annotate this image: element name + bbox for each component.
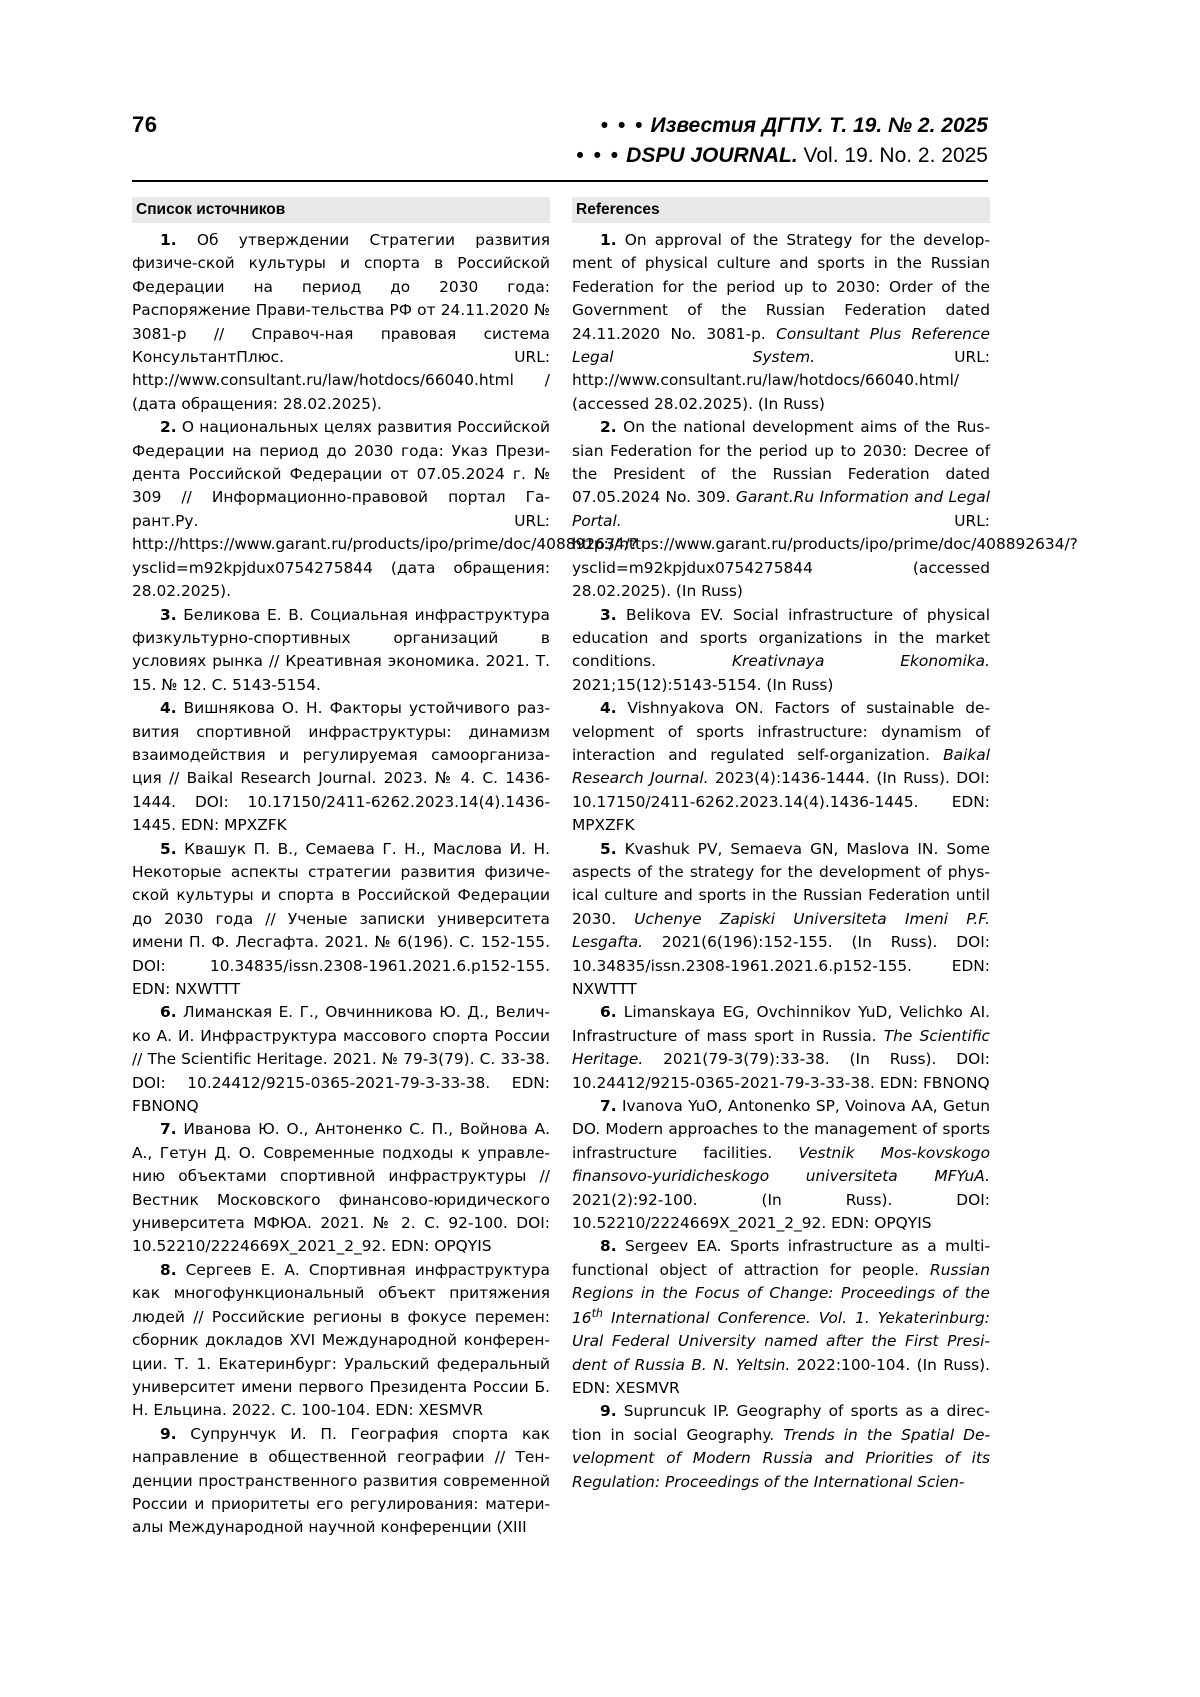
reference-item: 1. On approval of the Strategy for the develop-ment of physical culture and sports in the Russian Federation for the period up to 2030: Order of the Government of the Russian Federation dated 24.11.2020 No. 3081-p. Consultant Plus Reference Legal System. URL: http://www.consultant.ru/law/hotdocs/66040.html/ (accessed 28.02.2025). (In Russ) [572, 231, 990, 413]
reference-item: 2. On the national development aims of the Rus-sian Federation for the period up to 2030: Decree of the President of the Russian Federation dated 07.05.2024 No. 309. Garant.Ru Information and Legal Portal. URL: http://https://www.garant.ru/products/ipo/prime/doc/408892634/?ysclid=m92kpjdux0754275844 (accessed 28.02.2025). (In Russ) [572, 418, 1078, 601]
page-header [132, 112, 988, 168]
reference-item: 7. Иванова Ю. О., Антоненко С. П., Войнова А. А., Гетун Д. О. Современные подходы к управле-нию объектами спортивной инфраструктуры // Вестник Московского финансово-юридического университета МФЮА. 2021. № 2. С. 92-100. DOI: 10.52210/2224669X_2021_2_92. EDN: OPQYIS [132, 1120, 550, 1256]
right-column [572, 197, 1078, 1540]
left-column-heading: Список источников [132, 197, 550, 223]
reference-item: 2. О национальных целях развития Российской Федерации на период до 2030 года: Указ Прези-дента Российской Федерации от 07.05.2024 г. № 309 // Информационно-правовой портал Га-рант.Ру. URL: http://https://www.garant.ru/products/ipo/prime/doc/408892634/?ysclid=m92kpjdux0754275844 (дата обращения: 28.02.2025). [132, 418, 638, 601]
dots-ornament-en: • • • [576, 144, 621, 167]
reference-item: 3. Belikova EV. Social infrastructure of physical education and sports organizations in the market conditions. Kreativnaya Ekonomika. 2021;15(12):5143-5154. (In Russ) [572, 605, 990, 694]
reference-item: 9. Супрунчук И. П. География спорта как направление в общественной географии // Тен-денции пространственного развития современной России и приоритеты его регулирования: матери-алы Международной научной конференции (XIII [132, 1424, 550, 1537]
references-columns [132, 197, 1078, 1540]
reference-item: 4. Вишнякова О. Н. Факторы устойчивого раз-вития спортивной инфраструктуры: динамизм взаимодействия и регулируемая самоорганиза-ция // Baikal Research Journal. 2023. № 4. С. 1436-1444. DOI: 10.17150/2411-6262.2023.14(4).1436-1445. EDN: MPXZFK [132, 699, 550, 835]
reference-item: 5. Квашук П. В., Семаева Г. Н., Маслова И. Н. Некоторые аспекты стратегии развития физиче-ской культуры и спорта в Российской Федерации до 2030 года // Ученые записки университета имени П. Ф. Лесгафта. 2021. № 6(196). С. 152-155. DOI: 10.34835/issn.2308-1961.2021.6.p152-155. EDN: NXWTTT [132, 839, 550, 998]
dots-ornament-ru: • • • [600, 114, 645, 137]
reference-item: 9. Supruncuk IP. Geography of sports as a direc-tion in social Geography. Trends in the Spatial De-velopment of Modern Russia and Priorities of its Regulation: Proceedings of the International Scien- [572, 1402, 990, 1491]
reference-item: 8. Сергеев Е. А. Спортивная инфраструктура как многофункциональный объект притяжения людей // Российские регионы в фокусе перемен: сборник докладов XVI Международной конферен-ции. Т. 1. Екатеринбург: Уральский федеральный университет имени первого Президента России Б. Н. Ельцина. 2022. С. 100-104. EDN: XESMVR [132, 1260, 550, 1420]
reference-item: 6. Лиманская Е. Г., Овчинникова Ю. Д., Велич-ко А. И. Инфраструктура массового спорта России // The Scientific Heritage. 2021. № 79-3(79). С. 33-38. DOI: 10.24412/9215-0365-2021-79-3-33-38. EDN: FBNONQ [132, 1003, 550, 1116]
journal-title-en-name: DSPU JOURNAL. [626, 144, 798, 167]
right-column-heading: References [572, 197, 990, 223]
journal-title-ru-text: Известия ДГПУ. Т. 19. № 2. 2025 [650, 114, 988, 137]
reference-item: 6. Limanskaya EG, Ovchinnikov YuD, Velichko AI. Infrastructure of mass sport in Russia. The Scientific Heritage. 2021(79-3(79):33-38. (In Russ). DOI: 10.24412/9215-0365-2021-79-3-33-38. EDN: FBNONQ [572, 1003, 990, 1092]
reference-item: 4. Vishnyakova ON. Factors of sustainable de-velopment of sports infrastructure: dynamism of interaction and regulated self-organization. Baikal Research Journal. 2023(4):1436-1444. (In Russ). DOI: 10.17150/2411-6262.2023.14(4).1436-1445. EDN: MPXZFK [572, 699, 990, 835]
reference-item: 8. Sergeev EA. Sports infrastructure as a multi-functional object of attraction for people. Russian Regions in the Focus of Change: Proceedings of the 16th International Conference. Vol. 1. Yekaterinburg: Ural Federal University named after the First Presi-dent of Russia B. N. Yeltsin. 2022:100-104. (In Russ). EDN: XESMVR [572, 1237, 991, 1398]
journal-title-en-issue: Vol. 19. No. 2. 2025 [797, 144, 988, 167]
header-top-row [132, 112, 988, 138]
page-number: 76 [132, 112, 158, 137]
journal-title-ru [601, 114, 988, 138]
reference-item: 3. Беликова Е. В. Социальная инфраструктура физкультурно-спортивных организаций в условиях рынка // Креативная экономика. 2021. Т. 15. № 12. С. 5143-5154. [132, 605, 550, 694]
reference-item: 5. Kvashuk PV, Semaeva GN, Maslova IN. Some aspects of the strategy for the development of phys-ical culture and sports in the Russian Federation until 2030. Uchenye Zapiski Universiteta Imeni P.F. Lesgafta. 2021(6(196):152-155. (In Russ). DOI: 10.34835/issn.2308-1961.2021.6.p152-155. EDN: NXWTTT [572, 839, 991, 998]
reference-item: 7. Ivanova YuO, Antonenko SP, Voinova AA, Getun DO. Modern approaches to the management of sports infrastructure facilities. Vestnik Mos-kovskogo finansovo-yuridicheskogo universiteta MFYuA. 2021(2):92-100. (In Russ). DOI: 10.52210/2224669X_2021_2_92. EDN: OPQYIS [572, 1097, 990, 1233]
journal-title-en [132, 144, 988, 168]
reference-item: 1. Об утверждении Стратегии развития физиче-ской культуры и спорта в Российской Федерации на период до 2030 года: Распоряжение Прави-тельства РФ от 24.11.2020 № 3081-р // Справоч-ная правовая система КонсультантПлюс. URL: http://www.consultant.ru/law/hotdocs/66040.html / (дата обращения: 28.02.2025). [132, 231, 550, 413]
header-divider [132, 180, 988, 182]
